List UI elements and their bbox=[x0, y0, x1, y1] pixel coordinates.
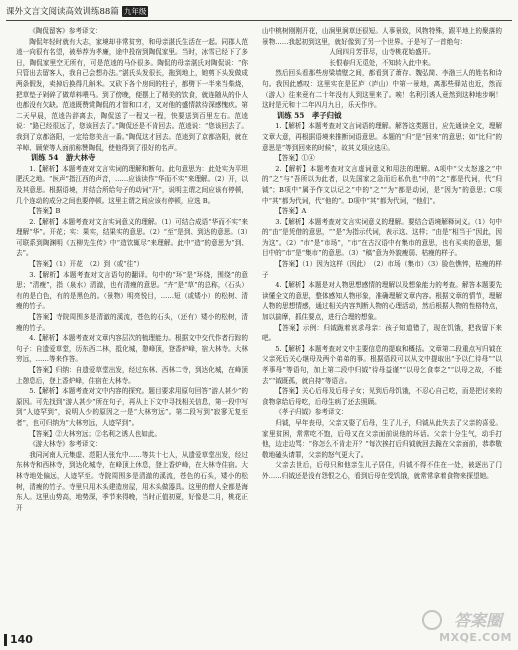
paragraph: 【答案】②大林穷远；②名利之诱人也如此。 bbox=[29, 429, 162, 438]
watermark-logo bbox=[416, 608, 512, 644]
section-heading: 训练 55 孝子归钺 bbox=[276, 110, 342, 120]
paragraph: 3.【解析】本题考查对文言语句的翻译。句中的“环”是“环绕，围绕”的意思；“清瘦”，指（泉水）清澈，也有清瘦的意思。“卉”是“草”的总称，（石头）有的是白色，有的是黑色的。（景物）明亮悦目，……短（或矮小）的松树、清瘦的竹子。 bbox=[16, 270, 248, 311]
left-column bbox=[16, 26, 248, 513]
paragraph: 3.【解析】本题考查对文言实词意义的理解。要结合语境解释词义。（1）句中的“由”是凭借的意思，““是”为指示代词，表示这、这样；“由是”相当于“因此，因为这”。（2）“市”是“市场”，“市”在古汉语中有集市的意思，也有买卖的意思，题目中的“市”是“集市”的意思。（3）“稿”意为外貌瘦弱、枯瘦的样子。 bbox=[262, 217, 502, 258]
paragraph: 【答案】示例：归钺跪着哀求母亲：孩子知道错了，现在饥饿，把我留下来吧。 bbox=[262, 323, 502, 343]
page-number-block bbox=[4, 633, 33, 646]
watermark-text-bottom: MXQE.COM bbox=[439, 631, 512, 644]
paragraph: 5.【解析】本题考查对文中内容的探究。题目要求用原句回答“游人甚少”的原因。可先找到“游人甚少”所在句子，再从上下文中寻找相关信息，第一段中写到“人迹罕到”，说明人少的原因之一是“大林穷远”。第二段写到“寂寥无复至者”，也可归纳为“大林穷远，人迹罕到”。 bbox=[16, 387, 248, 427]
watermark-text-top: 答案圈 bbox=[453, 611, 502, 630]
paragraph: 【答案】（1）开花 （2）到（或“往”） bbox=[29, 260, 144, 269]
header-rule bbox=[6, 20, 512, 21]
watermark-circle-icon bbox=[422, 610, 442, 630]
page-header bbox=[6, 3, 148, 19]
paragraph: 山中桃树刚刚开花，山涧里涧草还很短。人事景致，风物特殊，跟平地上的聚落的景物……我起初到这里，就好像到了另一个世界。于是写了一首绝句： bbox=[262, 27, 502, 46]
paragraph: 2.【解析】本题考查对文言虚词意义和用法的理解。A项中“父太怒遂之”中的“之”与“吾所以为此者，以先国家之急而后私仇也”中的“之”都是代词，代“归钺”；B项中“属予作文以记之”中的“之”“为”都是动词，是“因为”的意思；C项中“其”都为代词，代“他的”。D项中“其”都为代词，“他们”。 bbox=[262, 164, 502, 205]
paragraph: 【答案】（1）因为这样（因此） （2）市场（集市）（3）脸色憔悴，枯瘦的样子 bbox=[262, 260, 502, 279]
poem-line: 长恨春归无觅处，不知转入此中来。 bbox=[329, 58, 435, 67]
paragraph: 4.【解析】本题考查对文章内容层次的梳理能力。根据文中交代作者行踪的句子：自遗爱草堂，历东西二林，抵化城，憩峰顶，登香炉峰，宿大林寺。大林穷远，……等来作答。 bbox=[16, 334, 248, 364]
paragraph: 父亲去世后，后母只和他亲生儿子居住，归钺不得不住在一处，被逐出了门外……归钺还是没有怨恨之心，看到后母在受饥饿，就常常拿着食物来探望她。 bbox=[262, 461, 502, 480]
paragraph: 2.【解析】本题考查对文言实词意义的理解。（1）可结合成语“华而不实”来理解“华”。开花；实：果实，结果实的意思。（2）“至”是到、到达的意思。（3）可联系到陶渊明《五柳先生传》中“造饮辄尽”来理解。此中“造”的意思为“到、去”。 bbox=[16, 217, 248, 258]
paragraph: 【答案】A bbox=[275, 207, 307, 216]
series-title: 课外文言文阅读高效训练88篇 bbox=[6, 7, 119, 17]
paragraph: 陶侃年轻时就有大志，家境却非常贫穷，和母亲湛氏生活在一起。同郡人范逵一向很有名望，被举荐为孝廉，途中投宿到陶侃家里。当时，冰雪已经下了多日，陶侃家里空无所有，可是范逵的马仆很多。陶侃的母亲湛氏对陶侃说：“你只管出去留客人，我自己会想办法。”湛氏头发很长，拖到地上，她剪下头发做成两条假发，卖掉后换得几斛米。又砍下各个房间的柱子，都劈下一半来当柴烧，把草垫子剁碎了做草料喂马。到了傍晚，便摆上了精美的饮食，就连随从的仆人也都没有欠缺。范逵既赞赏陶侃的才智和口才，又对他的盛情款待深感愧疚。第二天早晨，范逵告辞离去，陶侃送了一程又一程，快要送到百里左右。范逵说：“路已经很远了，您该回去了。”陶侃还是不肯回去。范逵说：“您该回去了。我到了京都洛阳，一定给您美言一番。”陶侃这才回去。范逵到了京都洛阳，就在羊晫、顾荣等人面前称赞陶侃，使他得到了很好的名声。 bbox=[16, 37, 248, 152]
paragraph: 【答案】B bbox=[29, 207, 61, 216]
right-column bbox=[262, 26, 502, 482]
grade-badge: 九年级 bbox=[123, 6, 147, 16]
paragraph: 我同河南人元集虚、范阳人张允中……等共十七人，从遗爱草堂出发，经过东林寺和西林寺，到达化城寺，在峰顶上休息，登上香炉峰，在大林寺住宿。大林寺地处偏远，人迹罕至。寺院周围多是清澈的溪流，苍色的石头，矮小的松树，清瘦的竹子。寺里只用木头建造房屋，用木头做器具。这里的僧人全都是海东人。这里山势高，地势深，季节来得晚，当时正值初夏，好像是二月，桃花正开 bbox=[16, 450, 248, 512]
paragraph: 【答案】关心后母及后母子女；见到后母饥饿，不忍心自己吃，而是把讨来的食物拿给后母吃，后母生病了还去照顾。 bbox=[262, 387, 502, 406]
paragraph: 归钺，早年丧母，父亲又娶了后母，生了儿子，归钺从此失去了父亲的喜爱。家里贫困，常常吃不饱，后母又在父亲面前说他的坏话。父亲十分生气，动手打他，边走边骂：“你怎么不肯走开？”每次挨打后归钺就回去跪在父亲面前，恭恭敬敬地磕头请罪，父亲的怒气更大了。 bbox=[262, 418, 502, 459]
paragraph: 【答案】①④ bbox=[275, 154, 315, 163]
paragraph: 4.【解析】本题是对人物思想感情的理解以及想象能力的考查。解答本题要先读懂全文的意思，整体感知人物形象，准确理解文章内容。根据文章的情节，理解人物的思想情感，通过相关内容判断人物的心理活动，然后根据人物的性格特点，加以揣摩，抓住要点，进行合理的想象。 bbox=[262, 281, 502, 322]
paragraph: 然后回头看那些房梁墙壁之间，都看到了萧存、魏弘简、李渤三人的姓名和诗句。我因此感叹：这里实在是匡庐（庐山）中第一景地，离那些驿站也近，然而（游人）往来竟有二十年没有人到这里来了。唉！名利引诱人竟然到这种地步啊！这时是元和十二年四月九日，乐天作序。 bbox=[262, 69, 502, 110]
page-number: 140 bbox=[10, 633, 33, 646]
paragraph: 1.【解析】本题考查对文言词语的理解。解答这类题目，应先通读全文，理解文章大意，再根据语境来推断词语意思。本题的“归”是“回来”的意思；如“比归”的意思是“等到回来的时候”，故其义项应选④。 bbox=[262, 122, 502, 152]
paragraph: 【答案】归纳：自遗爱草堂出发，经过东林、西林二寺，到达化城，在峰顶上憩息后，登上香炉峰，住宿在大林寺。 bbox=[16, 366, 248, 385]
section-heading: 训练 54 游大林寺 bbox=[30, 153, 96, 163]
paragraph: 1.【解析】本题考查对文言实词的理解和断句。此句意思为：此处实为平坦肥沃之地。“医声”指江西的声音，……应该读作“华而不实”来理解。（2）开，以及其意思。根据语境，并结合所给句子的动词“开”，说明主谓之间应该有停顿，几个连动的成分之间也要停顿。这里主谓之间应该有停顿，应选 B。 bbox=[16, 164, 248, 205]
poem-line: 人间四月芳菲尽，山寺桃花始盛开。 bbox=[329, 48, 435, 57]
paragraph: 《陶侃留客》参考译文： bbox=[29, 27, 102, 35]
paragraph: 5.【解析】本题考查对文中主要信息的提取和概括。文章第二段重点写归钺在父亲死后关心继母及两个弟弟的事。根据语段可以从文中提取出“予以仁待母”“以孝事母”等语句，加上第二段中归钺“待母益谨”“以母乞食奉之”“以母之故，不能去”“钺既孤，就自持”等语言。 bbox=[262, 344, 502, 385]
paragraph: 《游大林寺》参考译文： bbox=[29, 440, 102, 449]
page-edge-marker bbox=[4, 634, 7, 646]
paragraph: 【答案】寺院周围多是清澈的溪流，苍色的石头，（还有）矮小的松树，清瘦的竹子。 bbox=[16, 313, 248, 332]
paragraph: 《孝子归钺》参考译文： bbox=[275, 408, 348, 417]
